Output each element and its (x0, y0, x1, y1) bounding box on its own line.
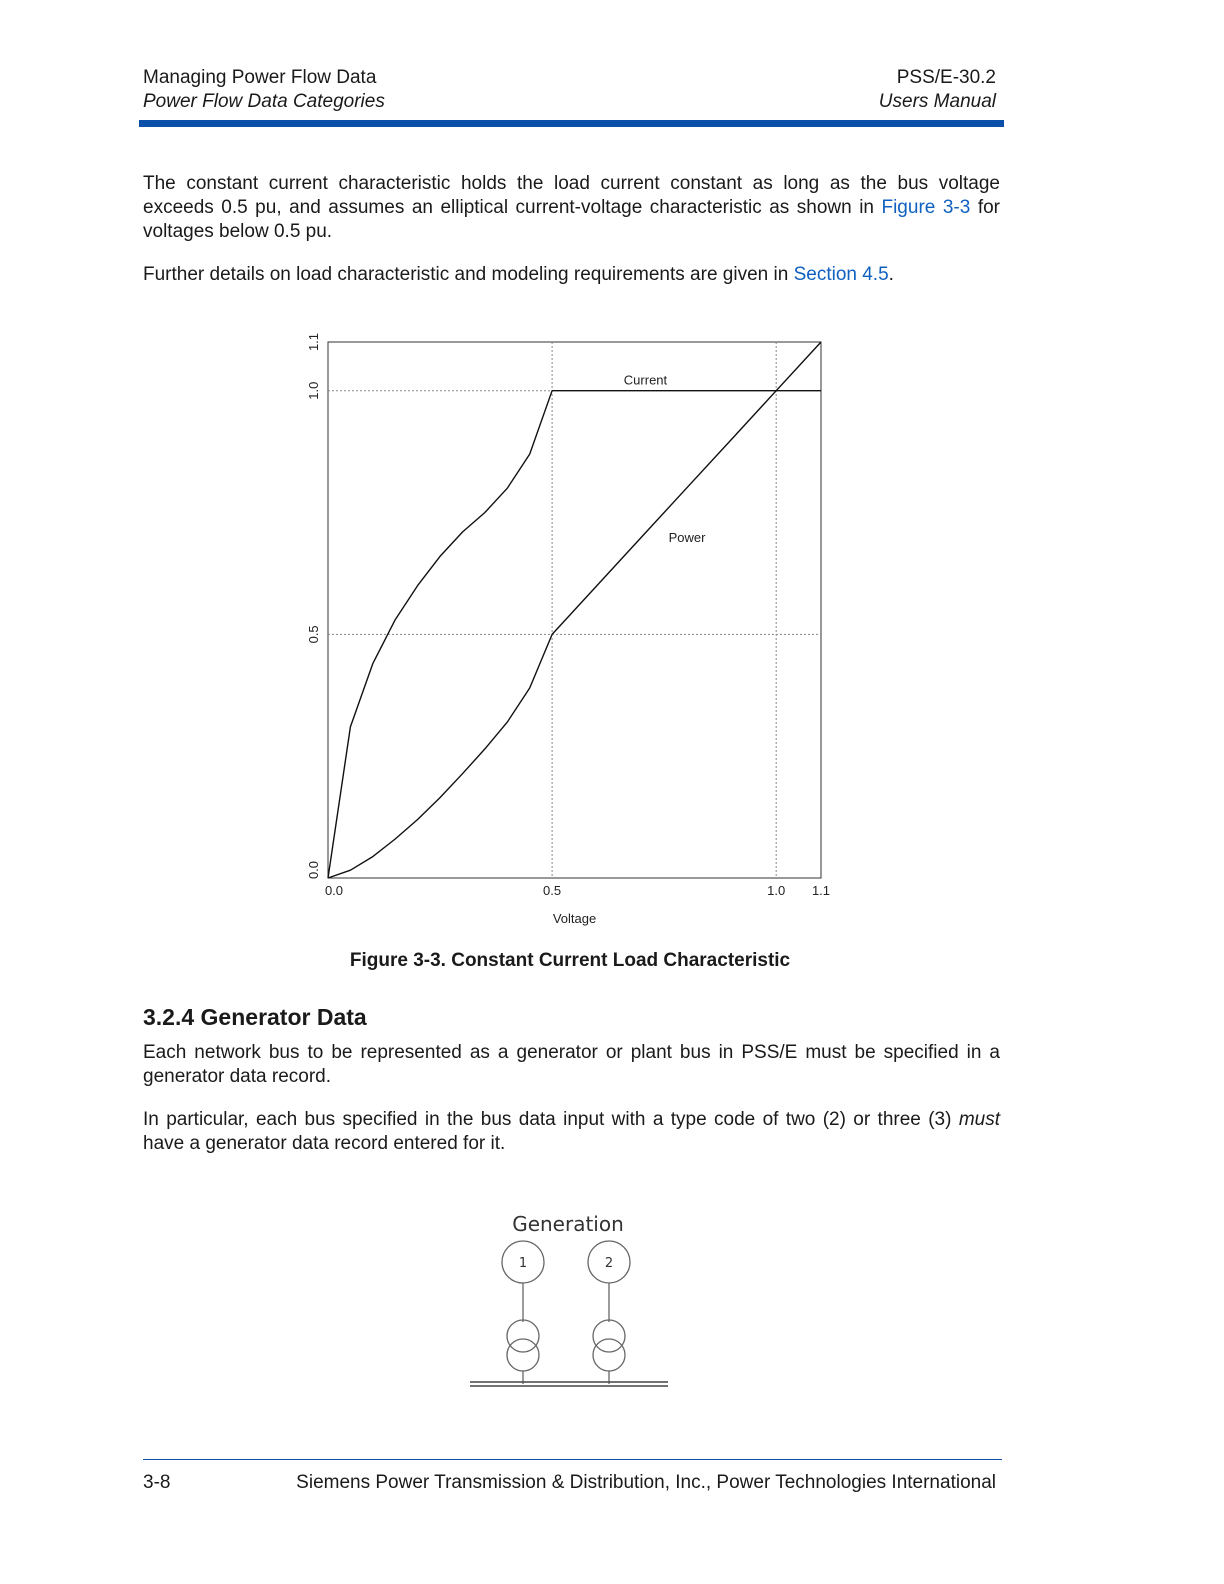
footer-rule (143, 1459, 1002, 1460)
x-tick-label: 1.0 (767, 883, 786, 898)
para1-text-b: for voltages below 0.5 pu. (143, 197, 1000, 242)
para4-emphasis: must (958, 1109, 1000, 1130)
x-tick-label: 1.1 (811, 883, 831, 898)
document-code: PSS/E-30.2 (896, 67, 996, 88)
x-tick-label: 0.0 (324, 883, 344, 898)
running-header-left (143, 66, 385, 114)
x-axis-label: Voltage (552, 911, 597, 926)
constant-current-load-chart (300, 330, 840, 940)
header-rule (139, 120, 1004, 127)
transformer-2-secondary (593, 1339, 625, 1371)
x-tick-label: 0.5 (543, 883, 562, 898)
footer-organization: Siemens Power Transmission & Distribution, Inc., Power Technologies International (296, 1472, 996, 1493)
y-tick-label: 1.0 (306, 381, 321, 400)
para1-text-a: The constant current characteristic holds the load current constant as long as the bus voltage exceeds 0.5 pu, and assumes an elliptical current-voltage characteristic as shown in (143, 173, 1000, 218)
transformer-1-secondary (507, 1339, 539, 1371)
transformer-1-primary (507, 1320, 539, 1352)
y-tick-label: 0.0 (306, 860, 321, 880)
series-label-power: Power (668, 529, 706, 545)
generator-2-label: 2 (604, 1256, 614, 1271)
generator-1-label: 1 (518, 1256, 528, 1271)
chapter-title: Managing Power Flow Data (143, 67, 377, 88)
generator-2 (588, 1241, 630, 1384)
section-4-5-link[interactable]: Section 4.5 (793, 264, 889, 285)
para2-text-a: Further details on load characteristic and modeling requirements are given in (143, 264, 794, 285)
transformer-2-primary (593, 1320, 625, 1352)
generator-1 (502, 1241, 544, 1384)
generation-title: Generation (512, 1212, 624, 1236)
section-title: Power Flow Data Categories (143, 91, 385, 112)
document-type: Users Manual (878, 91, 996, 112)
paragraph-type-code (143, 1108, 1000, 1156)
page-number: 3-8 (143, 1472, 171, 1493)
series-label-current: Current (623, 372, 668, 388)
generation-diagram (460, 1205, 680, 1395)
y-tick-label: 1.1 (306, 332, 321, 352)
para2-text-b: . (888, 264, 894, 285)
para4-text-b: have a generator data record entered for it. (143, 1133, 506, 1154)
para4-text-a: In particular, each bus specified in the bus data input with a type code of two (2) or three (3) (143, 1109, 959, 1130)
paragraph-further-details (143, 263, 1000, 287)
running-header-right (879, 66, 996, 114)
paragraph-constant-current (143, 172, 1000, 244)
paragraph-generator-record: Each network bus to be represented as a generator or plant bus in PSS/E must be specified in a generator data record. (143, 1042, 1000, 1087)
y-tick-label: 0.5 (306, 625, 321, 644)
figure-caption: Figure 3-3. Constant Current Load Characteristic (349, 950, 791, 971)
figure-3-3-link[interactable]: Figure 3-3 (881, 197, 971, 218)
section-heading: 3.2.4 Generator Data (143, 1004, 367, 1030)
